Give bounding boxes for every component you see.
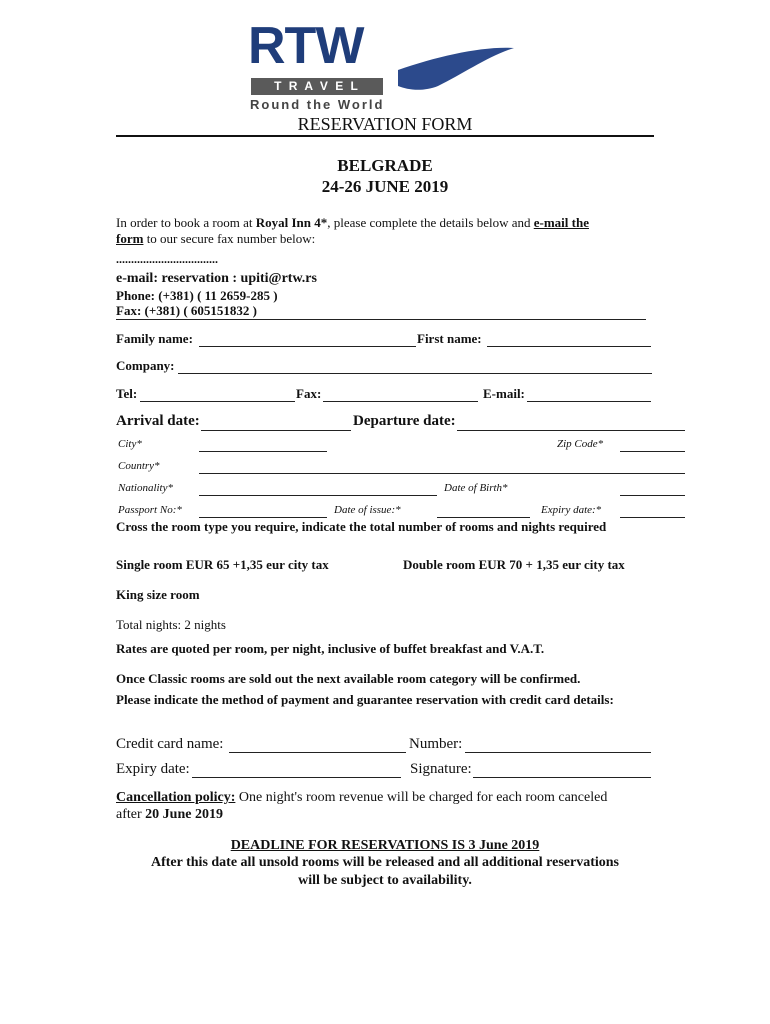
arrival-label: Arrival date: [116, 413, 200, 429]
country-field[interactable] [199, 473, 685, 474]
deadline-line2: will be subject to availability. [298, 873, 472, 888]
company-field[interactable] [178, 373, 652, 374]
card-name-field[interactable] [229, 752, 406, 753]
first-name-field[interactable] [487, 346, 651, 347]
dob-field[interactable] [620, 495, 685, 496]
contact-email[interactable]: e-mail: reservation : upiti@rtw.rs [116, 271, 317, 286]
event-city: BELGRADE [337, 156, 433, 175]
card-name-label: Credit card name: [116, 736, 224, 752]
first-name-label: First name: [417, 331, 482, 346]
king-room-option[interactable]: King size room [116, 587, 200, 602]
signature-label: Signature: [410, 761, 472, 777]
logo-brand: RTW [248, 17, 364, 75]
arrival-field[interactable] [201, 430, 351, 431]
tel-field[interactable] [140, 401, 295, 402]
company-label: Company: [116, 358, 175, 373]
cancellation-date: 20 June 2019 [145, 807, 223, 822]
title-rule [116, 135, 654, 137]
passport-label: Passport No:* [118, 504, 182, 516]
event-dates: 24-26 JUNE 2019 [321, 177, 449, 196]
card-number-label: Number: [409, 736, 463, 752]
tel-label: Tel: [116, 386, 138, 401]
rtw-logo [248, 17, 518, 114]
email-form-link[interactable]: e-mail the [533, 215, 589, 230]
rates-note: Rates are quoted per room, per night, inclusive of buffet breakfast and V.A.T. [116, 641, 545, 656]
dotted-placeholder: .................................. [116, 252, 218, 266]
signature-field[interactable] [473, 777, 651, 778]
page-title: RESERVATION FORM [297, 114, 473, 134]
cancellation-text: One night's room revenue will be charged for each room canceled after [116, 790, 608, 822]
deadline-line1: After this date all unsold rooms will be released and all additional reservations [151, 855, 619, 870]
fax-field[interactable] [323, 401, 478, 402]
card-expiry-label: Expiry date: [116, 761, 190, 777]
intro-part2: , please complete the details below and [327, 215, 534, 230]
form-link[interactable]: form [116, 231, 144, 246]
single-room-option[interactable]: Single room EUR 65 +1,35 eur city tax [116, 557, 329, 572]
family-name-field[interactable] [199, 346, 416, 347]
card-expiry-field[interactable] [192, 777, 401, 778]
zip-label: Zip Code* [557, 438, 604, 450]
country-label: Country* [118, 460, 160, 472]
intro-part1: In order to book a room at [116, 215, 256, 230]
logo-tagline: Round the World [250, 97, 385, 112]
double-room-option[interactable]: Double room EUR 70 + 1,35 eur city tax [403, 557, 625, 572]
contact-fax: Fax: (+381) ( 605151832 ) [116, 303, 257, 318]
room-instruction: Cross the room type you require, indicate the total number of rooms and nights required [116, 519, 607, 534]
departure-field[interactable] [457, 430, 685, 431]
email-field[interactable] [527, 401, 651, 402]
family-name-label: Family name: [116, 331, 193, 346]
issue-field[interactable] [437, 517, 530, 518]
hotel-name: Royal Inn 4* [255, 215, 328, 230]
issue-label: Date of issue:* [334, 504, 401, 516]
deadline-title: DEADLINE FOR RESERVATIONS IS 3 June 2019 [230, 838, 540, 853]
fax-label: Fax: [296, 386, 322, 401]
cancellation-policy [116, 789, 626, 823]
intro-part3: to our secure fax number below: [143, 231, 316, 246]
cancellation-label: Cancellation policy: [116, 790, 236, 805]
total-nights: Total nights: 2 nights [116, 617, 226, 632]
departure-label: Departure date: [353, 413, 456, 429]
intro-text [116, 215, 656, 247]
city-field[interactable] [199, 451, 327, 452]
contact-phone: Phone: (+381) ( 11 2659-285 ) [116, 288, 278, 303]
zip-field[interactable] [620, 451, 685, 452]
nationality-label: Nationality* [118, 482, 173, 494]
dob-label: Date of Birth* [444, 482, 508, 494]
payment-note: Please indicate the method of payment and guarantee reservation with credit card details: [116, 692, 614, 707]
expiry-label: Expiry date:* [541, 504, 602, 516]
logo-sub: T R A V E L [251, 78, 383, 95]
classic-note: Once Classic rooms are sold out the next available room category will be confirmed. [116, 671, 581, 686]
email-label: E-mail: [483, 386, 525, 401]
card-number-field[interactable] [465, 752, 651, 753]
passport-field[interactable] [199, 517, 327, 518]
expiry-field[interactable] [620, 517, 685, 518]
nationality-field[interactable] [199, 495, 437, 496]
city-label: City* [118, 438, 142, 450]
contact-rule [116, 319, 646, 320]
